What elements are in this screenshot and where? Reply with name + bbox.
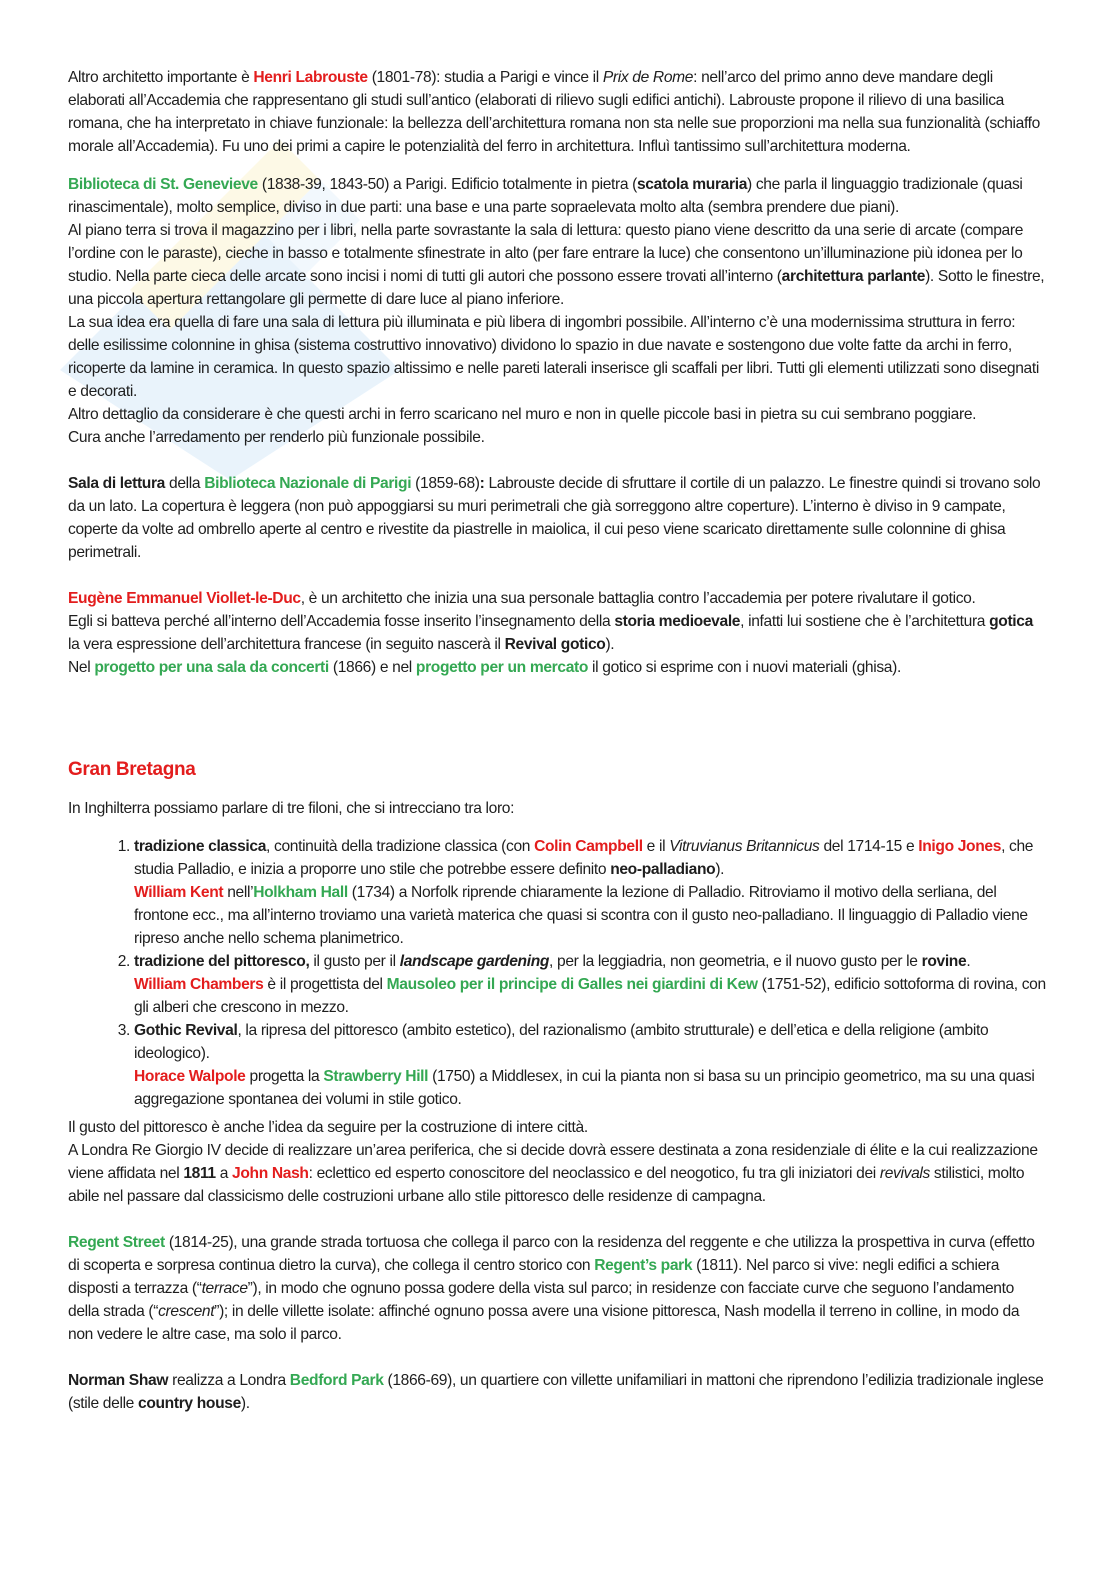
- genevieve-intro: Biblioteca di St. Genevieve (1838-39, 1843-50) a Parigi. Edificio totalmente in pietra (scatola muraria) che parla il linguaggio tradizionale (quasi rinascimentale), molto semplice, diviso in due parti: una base e una parte sopraelevata molto alta (sembra prendere due piani).: [68, 176, 1023, 216]
- biblioteca-nazionale: Biblioteca Nazionale di Parigi: [204, 475, 412, 492]
- genevieve-arredamento: Cura anche l’arredamento per renderlo più funzionale possibile.: [68, 429, 485, 446]
- viollet-section: [68, 587, 1048, 679]
- section-title-gran-bretagna: Gran Bretagna: [68, 759, 196, 780]
- nazionale-paragraph: Sala di lettura della Biblioteca Nazionale di Parigi (1859-68): Labrouste decide di sfruttare il cortile di un palazzo. Le finestre quindi si trovano solo da un lato. La copertura è leggera (non può appoggiarsi su muri perimetrali che già sorreggono altre coperture). L’interno è diviso in 9 campate, coperte da volte ad ombrello aperte al centro e rivestite da piastrelle in maiolica, il cui peso viene scaricato direttamente sulle colonnine di ghisa perimetrali.: [68, 475, 1041, 561]
- viollet-le-duc: Eugène Emmanuel Viollet-le-Duc: [68, 590, 301, 607]
- john-nash: John Nash: [232, 1165, 309, 1182]
- biblioteca-st-genevieve: Biblioteca di St. Genevieve: [68, 176, 258, 193]
- list-item: 2. tradizione del pittoresco, il gusto per il landscape gardening, per la leggiadria, non geometria, e il nuovo gusto per le rovine. William Chambers è il progettista del Mausoleo per il principe di Galles nei giardini di Kew (1751-52), edificio sottoforma di rovina, con gli alberi che crescono in mezzo.: [134, 950, 1048, 1019]
- norman-shaw: Norman Shaw: [68, 1372, 169, 1389]
- shaw-paragraph: Norman Shaw realizza a Londra Bedford Park (1866-69), un quartiere con villette unifamiliari in mattoni che riprendono l’edilizia tradizionale inglese (stile delle country house).: [68, 1372, 1044, 1412]
- labrouste-paragraph: Altro architetto importante è Henri Labrouste (1801-78): studia a Parigi e vince il Prix de Rome: nell’arco del primo anno deve mandare degli elaborati all’Accademia che rappresentano gli studi sull’antico (elaborati di rilievo sugli edifici antichi). Labrouste propone il rilievo di una basilica romana, che ha interpretato in chiave funzionale: la bellezza dell’architettura romana non sta nelle sue proporzioni ma nella sua funzionalità (schiaffo morale all’Accademia). Fu uno dei primi a capire le potenzialità del ferro in architettura. Influì tantissimo sull’architettura moderna.: [68, 69, 1040, 155]
- regent-street: Regent Street: [68, 1234, 165, 1251]
- henri-labrouste: Henri Labrouste: [253, 69, 368, 86]
- prix-de-rome: Prix de Rome: [602, 69, 694, 86]
- viollet-battaglia: Egli si batteva perché all’interno dell’Accademia fosse inserito l’insegnamento della storia medioevale, infatti lui sostiene che è l’architettura gotica la vera espressione dell’architettura francese (in seguito nascerà il Revival gotico).: [68, 613, 1033, 653]
- list-item: 1. tradizione classica, continuità della tradizione classica (con Colin Campbell e il Vitruvianus Britannicus del 1714-15 e Inigo Jones, che studia Palladio, e inizia a proporre uno stile che potrebbe essere definito neo-palladiano). William Kent nell’Holkham Hall (1734) a Norfolk riprende chiaramente la lezione di Palladio. Ritroviamo il motivo della serliana, del frontone ecc., ma all’interno troviamo una varietà materica che quasi si scontra con il gusto neo-palladiano. Il linguaggio di Palladio viene ripreso anche nello schema planimetrico.: [134, 835, 1048, 950]
- genevieve-piano-terra: Al piano terra si trova il magazzino per i libri, nella parte sovrastante la sala di lettura: questo piano viene descritto da una serie di arcate (compare l’ordine con le paraste), cieche in basso e totalmente sfinestrate in alto (per fare entrare la luce) che consentono un’illuminazione più idonea per lo studio. Nella parte cieca delle arcate sono incisi i nomi di tutti gli autori che possono essere trovati all’interno (architettura parlante). Sotto le finestre, una piccola apertura rettangolare gli permette di dare luce al piano inferiore.: [68, 222, 1045, 308]
- document-page: [68, 66, 1048, 1415]
- viollet-progetti: Nel progetto per una sala da concerti (1866) e nel progetto per un mercato il gotico si esprime con i nuovi materiali (ghisa).: [68, 659, 901, 676]
- genevieve-dettaglio: Altro dettaglio da considerare è che questi archi in ferro scaricano nel muro e non in quelle piccole basi in pietra su cui sembrano poggiare.: [68, 406, 977, 423]
- viollet-intro: Eugène Emmanuel Viollet-le-Duc, è un architetto che inizia una sua personale battaglia contro l’accademia per potere rivalutare il gotico.: [68, 590, 976, 607]
- filoni-list: [68, 835, 1048, 1111]
- genevieve-section: [68, 173, 1048, 449]
- genevieve-idea: La sua idea era quella di fare una sala di lettura più illuminata e più libera di ingombri possibile. All’interno c’è una modernissima struttura in ferro: delle esilissime colonnine in ghisa (sistema costruttivo innovativo) dividono lo spazio in due navate e sostengono due volte fatte da archi in ferro, ricoperte da lamine in ceramica. In questo spazio altissimo e nelle pareti laterali inserisce gli scaffali per libri. Tutti gli elementi utilizzati sono disegnati e decorati.: [68, 314, 1039, 400]
- list-item: 3. Gothic Revival, la ripresa del pittoresco (ambito estetico), del razionalismo (ambito strutturale) e dell’etica e della religione (ambito ideologico). Horace Walpole progetta la Strawberry Hill (1750) a Middlesex, in cui la pianta non si basa su un principio geometrico, ma su una quasi aggregazione spontanea dei volumi in stile gotico.: [134, 1019, 1048, 1111]
- citta-section: Il gusto del pittoresco è anche l’idea da seguire per la costruzione di intere città. A Londra Re Giorgio IV decide di realizzare un’area periferica, che si decide dovrà essere destinata a zona residenziale di élite e la cui realizzazione viene affidata nel 1811 a John Nash: eclettico ed esperto conoscitore del neoclassico e del neogotico, fu tra gli iniziatori dei revivals stilistici, molto abile nel passare dal classicismo delle costruzioni urbane allo stile pittoresco delle residenze di campagna.: [68, 1119, 1038, 1205]
- gb-intro: In Inghilterra possiamo parlare di tre filoni, che si intrecciano tra loro:: [68, 800, 515, 817]
- regent-paragraph: Regent Street (1814-25), una grande strada tortuosa che collega il parco con la residenza del reggente e che utilizza la prospettiva in curva (effetto di scoperta e sorpresa continua dietro la curva), che collega il centro storico con Regent’s park (1811). Nel parco si vive: negli edifici a schiera disposti a terrazza (“terrace”), in modo che ognuno possa godere della vista sul parco; in residenze con facciate curve che seguono l’andamento della strada (“crescent”); in delle villette isolate: affinché ognuno possa avere una visione pittoresca, Nash modella il terreno in colline, in modo da non vedere le altre case, ma solo il parco.: [68, 1234, 1035, 1343]
